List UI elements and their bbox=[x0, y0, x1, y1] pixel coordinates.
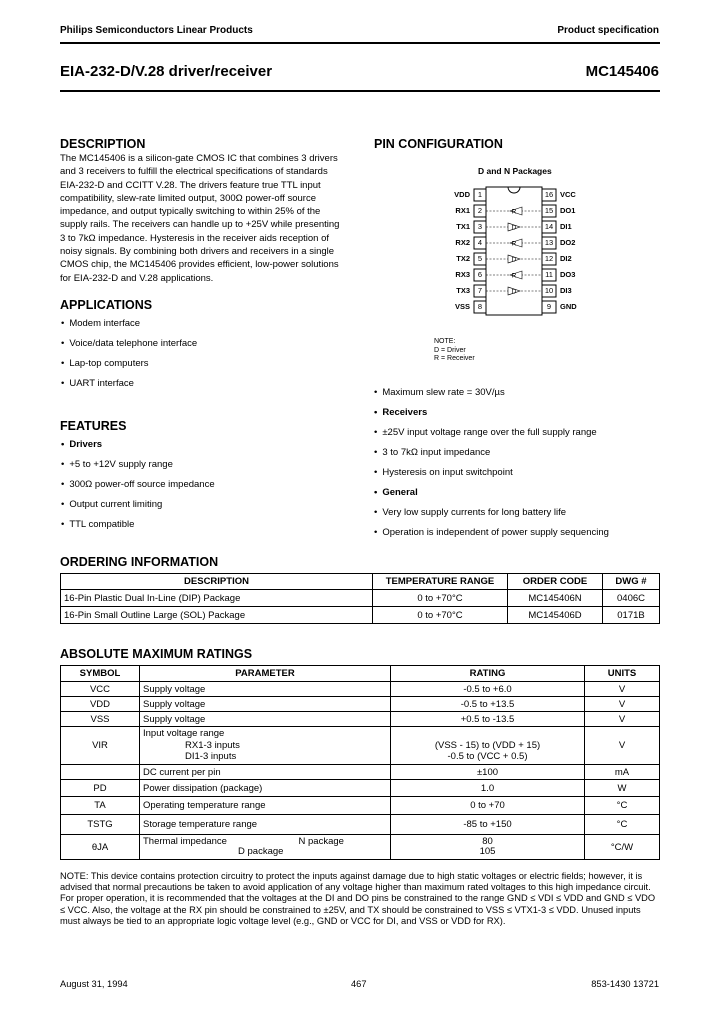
right-features-list bbox=[374, 387, 609, 539]
part-number: MC145406 bbox=[585, 63, 659, 80]
description-line: noisy signals. By combining both drivers and receivers in a single bbox=[60, 246, 335, 258]
col-header: DWG # bbox=[603, 574, 660, 590]
cell: °C bbox=[585, 797, 660, 815]
pin-name: TX3 bbox=[456, 286, 470, 295]
pin-note-title: NOTE: bbox=[434, 338, 456, 345]
cell: VDD bbox=[61, 697, 140, 712]
pin-name: DI3 bbox=[560, 286, 572, 295]
pin-number: 11 bbox=[545, 270, 553, 279]
table-row bbox=[61, 780, 660, 797]
description-heading: DESCRIPTION bbox=[60, 137, 146, 151]
pin-name: VCC bbox=[560, 190, 576, 199]
cell-line: RX1-3 inputs bbox=[185, 739, 240, 751]
note-line: For proper operation, it is recommended that the voltages at the DI and DO pins be constrained to the range GND ≤ VDI ≤ VDD and GND ≤ VDO bbox=[60, 893, 656, 904]
table-row bbox=[61, 712, 660, 727]
cell: W bbox=[585, 780, 660, 797]
header-rule-top bbox=[60, 42, 660, 44]
description-line: CMOS chip, the MC145406 provides efficient, low-power solutions bbox=[60, 259, 339, 271]
table-row bbox=[61, 815, 660, 835]
cell: mA bbox=[585, 765, 660, 780]
list-item: • Lap-top computers bbox=[61, 358, 197, 370]
description-line: and 3 receivers to fulfill the electrical specifications of standards bbox=[60, 166, 328, 178]
pin-name: DO1 bbox=[560, 206, 576, 215]
header-rule-bottom bbox=[60, 90, 660, 92]
cell: 16-Pin Plastic Dual In-Line (DIP) Package bbox=[61, 590, 373, 607]
cell bbox=[391, 727, 585, 765]
features-heading: FEATURES bbox=[60, 419, 127, 433]
thermal-label: Thermal impedance bbox=[143, 835, 227, 847]
cell: V bbox=[585, 712, 660, 727]
pin-name: TX2 bbox=[456, 254, 470, 263]
list-item: • Operation is independent of power supply sequencing bbox=[374, 527, 609, 539]
cell-line: -0.5 to (VCC + 0.5) bbox=[447, 751, 528, 763]
table-row bbox=[61, 835, 660, 860]
list-item: • UART interface bbox=[61, 378, 197, 390]
cell: DC current per pin bbox=[140, 765, 391, 780]
table-row bbox=[61, 697, 660, 712]
cell: V bbox=[585, 682, 660, 697]
pin-config-heading: PIN CONFIGURATION bbox=[374, 137, 503, 151]
features-list bbox=[61, 439, 215, 531]
list-item: • ±25V input voltage range over the full supply range bbox=[374, 427, 609, 439]
pin-number: 15 bbox=[544, 206, 554, 215]
list-item: • Maximum slew rate = 30V/µs bbox=[374, 387, 609, 399]
col-header: UNITS bbox=[585, 666, 660, 682]
list-item: • General bbox=[374, 487, 609, 499]
applications-list bbox=[61, 318, 197, 390]
cell: VCC bbox=[61, 682, 140, 697]
description-line: EIA-232-D and CCITT V.28. The drivers feature true TTL input bbox=[60, 179, 321, 191]
pin-number: 13 bbox=[544, 238, 554, 247]
list-item: • 300Ω power-off source impedance bbox=[61, 479, 215, 491]
pin-number: 6 bbox=[477, 270, 483, 279]
cell: -85 to +150 bbox=[391, 815, 585, 835]
list-item: • Voice/data telephone interface bbox=[61, 338, 197, 350]
cell bbox=[140, 727, 391, 765]
cell: 0 to +70°C bbox=[373, 607, 508, 624]
ratings-heading: ABSOLUTE MAXIMUM RATINGS bbox=[60, 647, 253, 661]
thermal-n-label: N package bbox=[298, 835, 344, 847]
footer-code: 853-1430 13721 bbox=[591, 979, 659, 989]
list-item: • 3 to 7kΩ input impedance bbox=[374, 447, 609, 459]
pin-name: DI1 bbox=[560, 222, 572, 231]
ordering-heading: ORDERING INFORMATION bbox=[60, 555, 219, 569]
cell: -0.5 to +13.5 bbox=[391, 697, 585, 712]
col-header: PARAMETER bbox=[140, 666, 391, 682]
pin-number: 10 bbox=[544, 286, 554, 295]
cell: ±100 bbox=[391, 765, 585, 780]
cell: 0 to +70 bbox=[391, 797, 585, 815]
footer-date: August 31, 1994 bbox=[60, 979, 128, 989]
pin-number: 16 bbox=[544, 190, 554, 199]
description-line: impedance, and output typically switching to within 25% of the bbox=[60, 206, 321, 218]
pin-number: 4 bbox=[477, 238, 483, 247]
cell-line: DI1-3 inputs bbox=[185, 751, 237, 763]
list-item: • Output current limiting bbox=[61, 499, 215, 511]
cell: 1.0 bbox=[391, 780, 585, 797]
cell: Supply voltage bbox=[140, 712, 391, 727]
pin-name: DO2 bbox=[560, 238, 576, 247]
pin-number: 5 bbox=[477, 254, 483, 263]
cell: Supply voltage bbox=[140, 682, 391, 697]
cell: -0.5 to +6.0 bbox=[391, 682, 585, 697]
pin-name: RX2 bbox=[455, 238, 470, 247]
cell: 0 to +70°C bbox=[373, 590, 508, 607]
cell: Supply voltage bbox=[140, 697, 391, 712]
description-line: compatibility, slew-rate limited output, 300Ω power-off source bbox=[60, 192, 316, 204]
ordering-table bbox=[60, 573, 660, 624]
applications-heading: APPLICATIONS bbox=[60, 298, 153, 312]
list-item: • Very low supply currents for long battery life bbox=[374, 507, 609, 519]
table-row bbox=[61, 607, 660, 624]
note-line: advised that normal precautions be taken to avoid application of any voltage higher than maximum rated voltages to this high impedance circuit. bbox=[60, 882, 651, 893]
cell bbox=[391, 835, 585, 860]
pin-name: RX3 bbox=[455, 270, 470, 279]
cell: 0171B bbox=[603, 607, 660, 624]
header-doc-type: Product specification bbox=[557, 25, 659, 36]
footer-page: 467 bbox=[351, 979, 367, 989]
package-label: D and N Packages bbox=[478, 166, 552, 176]
pin-name: VDD bbox=[454, 190, 470, 199]
cell bbox=[140, 835, 391, 860]
pin-name: DI2 bbox=[560, 254, 572, 263]
cell-line: (VSS - 15) to (VDD + 15) bbox=[434, 739, 541, 751]
col-header: SYMBOL bbox=[61, 666, 140, 682]
list-item: • Hysteresis on input switchpoint bbox=[374, 467, 609, 479]
pin-note-driver: D = Driver bbox=[434, 346, 466, 354]
cell: Power dissipation (package) bbox=[140, 780, 391, 797]
cell: θJA bbox=[61, 835, 140, 860]
cell: VSS bbox=[61, 712, 140, 727]
table-row bbox=[61, 590, 660, 607]
list-item: • Drivers bbox=[61, 439, 215, 451]
col-header: RATING bbox=[391, 666, 585, 682]
pin-number: 7 bbox=[477, 286, 483, 295]
cell-line bbox=[394, 728, 581, 740]
doc-title: EIA-232-D/V.28 driver/receiver bbox=[60, 63, 273, 80]
pin-number: 8 bbox=[477, 302, 483, 311]
pin-number: 3 bbox=[477, 222, 483, 231]
cell: Storage temperature range bbox=[140, 815, 391, 835]
cell-line: 80 bbox=[482, 835, 493, 847]
protection-note bbox=[60, 871, 665, 927]
cell: °C bbox=[585, 815, 660, 835]
gate-label: R bbox=[511, 272, 517, 280]
note-line: must always be tied to an appropriate logic voltage level (e.g., GND or VCC for DI, and VSS or VDD for RX). bbox=[60, 915, 506, 926]
col-header: DESCRIPTION bbox=[61, 574, 373, 590]
note-line: NOTE: This device contains protection circuitry to protect the inputs against damage due to high static voltages or electric fields; however, it is bbox=[60, 871, 643, 881]
cell: TSTG bbox=[61, 815, 140, 835]
cell-line: D package bbox=[238, 846, 284, 857]
cell: 16-Pin Small Outline Large (SOL) Package bbox=[61, 607, 373, 624]
cell: PD bbox=[61, 780, 140, 797]
list-item: • Receivers bbox=[374, 407, 609, 419]
cell: V bbox=[585, 697, 660, 712]
gate-label: R bbox=[511, 208, 517, 216]
cell: MC145406N bbox=[508, 590, 603, 607]
description-line: supply rails. The receivers can handle up to +25V while presenting bbox=[60, 219, 340, 231]
description-line: 3 to 7kΩ impedance. Hysteresis in the receiver aids reception of bbox=[60, 232, 330, 244]
gate-label: D bbox=[511, 256, 517, 264]
gate-label: D bbox=[511, 288, 517, 296]
cell: +0.5 to -13.5 bbox=[391, 712, 585, 727]
pin-diagram bbox=[430, 185, 590, 320]
pin-name: TX1 bbox=[456, 222, 470, 231]
cell: VIR bbox=[61, 727, 140, 765]
table-row bbox=[61, 765, 660, 780]
pin-number: 14 bbox=[544, 222, 554, 231]
table-row bbox=[61, 682, 660, 697]
pin-name: RX1 bbox=[455, 206, 470, 215]
cell: °C/W bbox=[585, 835, 660, 860]
cell: Operating temperature range bbox=[140, 797, 391, 815]
gate-label: D bbox=[511, 224, 517, 232]
pin-number: 1 bbox=[477, 190, 483, 199]
table-row bbox=[61, 797, 660, 815]
description-text bbox=[60, 152, 360, 285]
pin-name: GND bbox=[560, 302, 577, 311]
col-header: TEMPERATURE RANGE bbox=[373, 574, 508, 590]
pin-name: DO3 bbox=[560, 270, 576, 279]
cell-line: Input voltage range bbox=[143, 728, 225, 740]
list-item: • TTL compatible bbox=[61, 519, 215, 531]
pin-note bbox=[434, 338, 475, 364]
list-item: • +5 to +12V supply range bbox=[61, 459, 215, 471]
cell: MC145406D bbox=[508, 607, 603, 624]
cell: TA bbox=[61, 797, 140, 815]
pin-number: 9 bbox=[546, 302, 552, 311]
pin-note-receiver: R = Receiver bbox=[434, 355, 475, 362]
table-row bbox=[61, 727, 660, 765]
pin-number: 2 bbox=[477, 206, 483, 215]
pin-number: 12 bbox=[544, 254, 554, 263]
cell: V bbox=[585, 727, 660, 765]
cell bbox=[61, 765, 140, 780]
gate-label: R bbox=[511, 240, 517, 248]
pin-name: VSS bbox=[454, 302, 470, 311]
cell: 0406C bbox=[603, 590, 660, 607]
description-line: for EIA-232-D and V.28 applications. bbox=[60, 272, 214, 284]
list-item: • Modem interface bbox=[61, 318, 197, 330]
cell-line: 105 bbox=[479, 846, 496, 857]
note-line: ≤ VCC. Also, the voltage at the RX pin should be constrained to ±25V, and TX should be constrained to VSS ≤ VTX1-3 ≤ VDD. Unused inputs bbox=[60, 904, 641, 915]
ratings-table bbox=[60, 665, 660, 860]
header-company: Philips Semiconductors Linear Products bbox=[60, 25, 253, 36]
col-header: ORDER CODE bbox=[508, 574, 603, 590]
description-line: The MC145406 is a silicon-gate CMOS IC that combines 3 drivers bbox=[60, 153, 338, 164]
